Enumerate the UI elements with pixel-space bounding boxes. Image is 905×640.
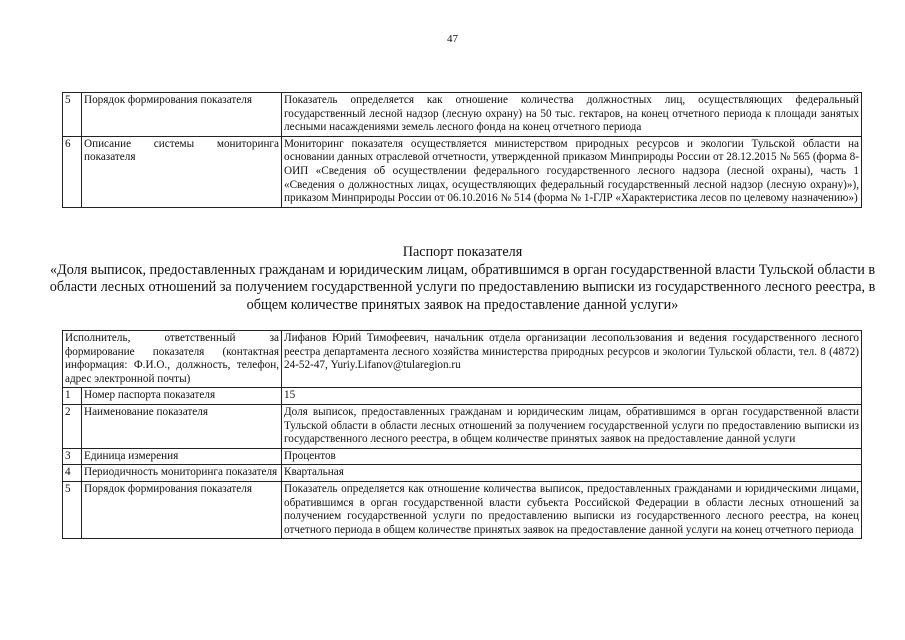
row-value: Квартальная bbox=[282, 465, 862, 482]
row-number: 1 bbox=[63, 388, 82, 405]
row-label: Описание системы мониторинга показателя bbox=[82, 136, 282, 207]
row-label: Наименование показателя bbox=[82, 404, 282, 448]
executor-value: Лифанов Юрий Тимофеевич, начальник отдела организации лесопользования и ведения государственного лесного реестра департамента лесного хозяйства министерства природных ресурсов и экологии Тульской области, тел. 8 (4872) 24-52-47, Yuriy.Lifanov@tularegion.ru bbox=[282, 331, 862, 388]
table-row bbox=[63, 448, 862, 465]
row-label: Порядок формирования показателя bbox=[82, 93, 282, 137]
row-label: Периодичность мониторинга показателя bbox=[82, 465, 282, 482]
row-label: Единица измерения bbox=[82, 448, 282, 465]
row-value: Мониторинг показателя осуществляется министерством природных ресурсов и экологии Тульской области на основании данных отраслевой отчетности, утвержденной приказом Минприроды России от 28.12.2015 № 565 (форма 8-ОИП «Сведения об осуществлении федерального государственного лесного надзора (лесной охраны), часть 1 «Сведения о должностных лицах, осуществляющих федеральный государственный лесной надзор (лесную охрану)»), приказом Минприроды России от 06.10.2016 № 514 (форма № 1-ГЛР «Характеристика лесов по целевому назначению») bbox=[282, 136, 862, 207]
row-number: 2 bbox=[63, 404, 82, 448]
table-row bbox=[63, 388, 862, 405]
passport-title: Паспорт показателя bbox=[402, 244, 523, 260]
table-row bbox=[63, 481, 862, 538]
table-row-executor bbox=[63, 331, 862, 388]
row-number: 4 bbox=[63, 465, 82, 482]
row-number: 5 bbox=[63, 481, 82, 538]
passport-heading bbox=[40, 244, 885, 314]
row-label: Номер паспорта показателя bbox=[82, 388, 282, 405]
row-value: Доля выписок, предоставленных гражданам и юридическим лицам, обратившимся в орган государственной власти Тульской области в области лесных отношений за получением государственной услуги по предоставлению выписки из государственного лесного реестра, в общем количестве принятых заявок на предоставление данной услуги bbox=[282, 404, 862, 448]
row-value: Показатель определяется как отношение количества должностных лиц, осуществляющих федеральный государственный лесной надзор (лесную охрану) на 50 тыс. гектаров, на конец отчетного периода к площади занятых лесными насаждениями земель лесного фонда на конец отчетного периода bbox=[282, 93, 862, 137]
table-row bbox=[63, 136, 862, 207]
row-value: Процентов bbox=[282, 448, 862, 465]
row-number: 5 bbox=[63, 93, 82, 137]
row-value: 15 bbox=[282, 388, 862, 405]
row-number: 6 bbox=[63, 136, 82, 207]
table-row bbox=[63, 465, 862, 482]
row-number: 3 bbox=[63, 448, 82, 465]
page-number: 47 bbox=[447, 33, 458, 45]
row-value: Показатель определяется как отношение количества выписок, предоставленных гражданами и юридическими лицами, обратившимся в орган государственной власти субъекта Российской Федерации в области лесных отношений за получением государственной услуги по предоставлению выписки из государственного лесного реестра, на конец отчетного периода в общем количестве принятых заявок на предоставление данной услуги на конец отчетного периода bbox=[282, 481, 862, 538]
table-row bbox=[63, 404, 862, 448]
table-row bbox=[63, 93, 862, 137]
row-label: Порядок формирования показателя bbox=[82, 481, 282, 538]
indicator-table-continued bbox=[62, 92, 862, 208]
passport-subtitle: «Доля выписок, предоставленных гражданам и юридическим лицам, обратившимся в орган государственной власти Тульской области в области лесных отношений за получением государственной услуги по предоставлению выписки из государственного лесного реестра, в общем количестве принятых заявок на предоставление данной услуги» bbox=[49, 261, 876, 313]
executor-label: Исполнитель, ответственный за формирование показателя (контактная информация: Ф.И.О., должность, телефон, адрес электронной почты) bbox=[63, 331, 282, 388]
passport-table bbox=[62, 330, 862, 539]
